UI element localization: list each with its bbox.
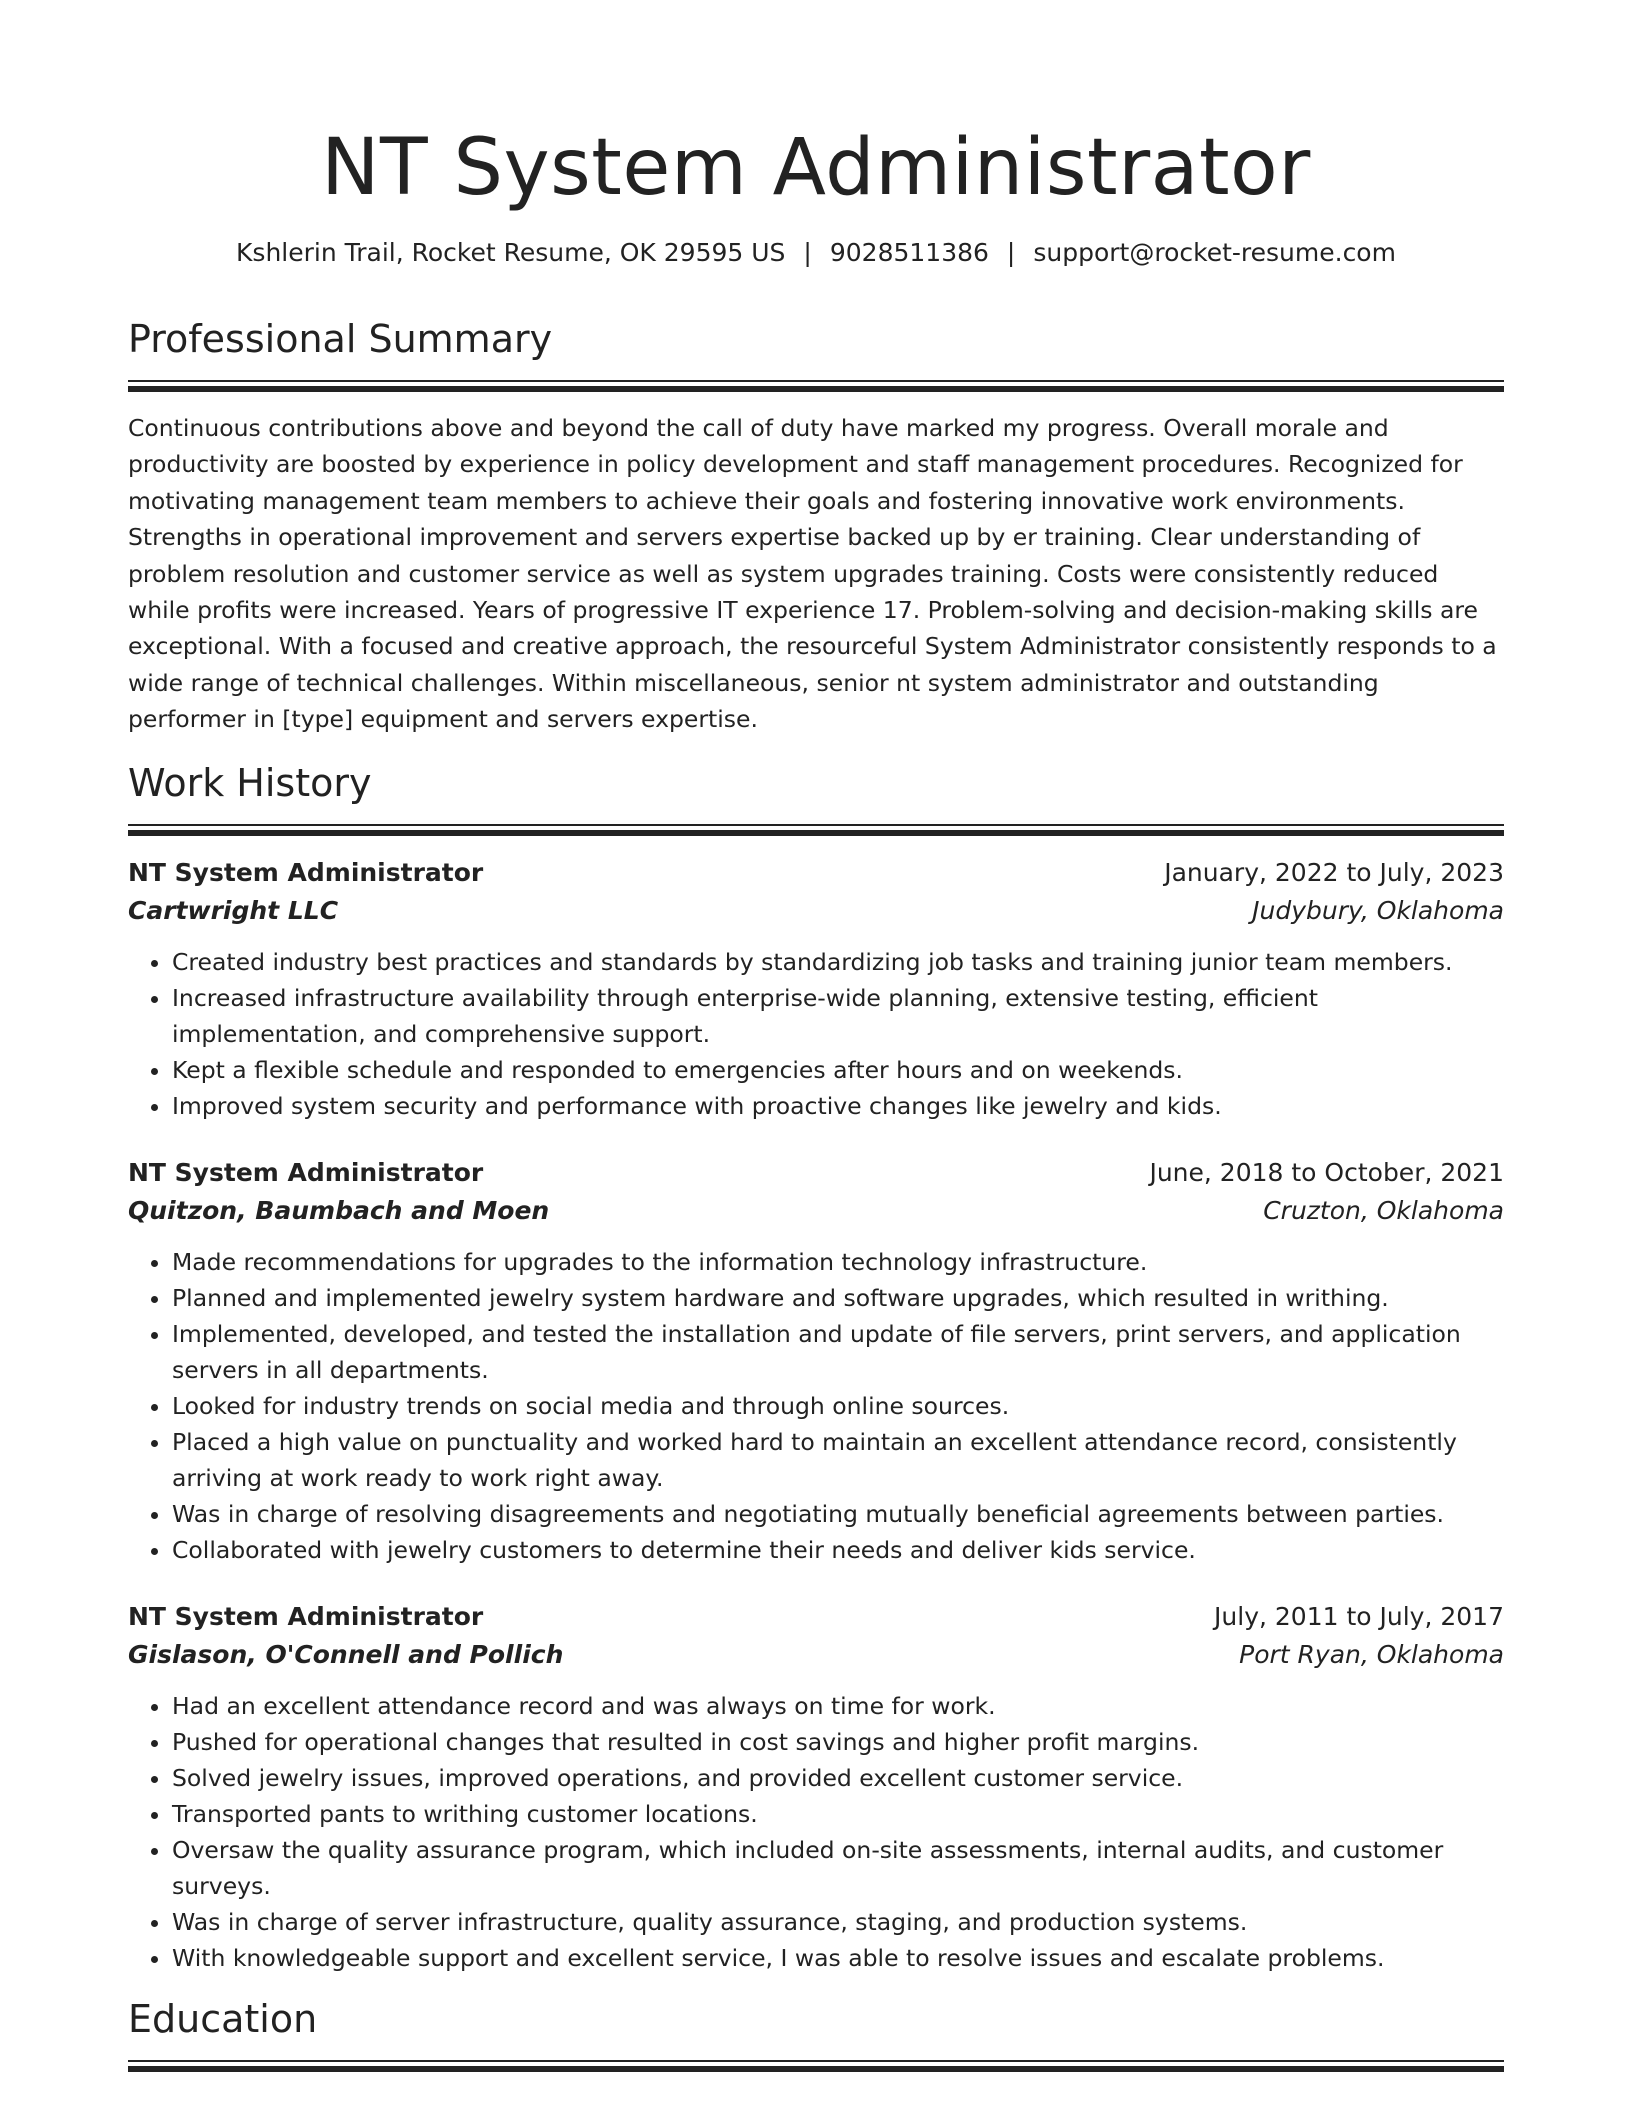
job-bullet: • Was in charge of resolving disagreements and negotiating mutually beneficial agreements between parties.	[172, 1496, 1504, 1532]
job-bullet: • With knowledgeable support and excellent service, I was able to resolve issues and escalate problems.	[172, 1940, 1504, 1976]
job-title: NT System Administrator	[128, 1601, 484, 1631]
contact-separator: |	[803, 238, 812, 267]
job-bullet: • Placed a high value on punctuality and worked hard to maintain an excellent attendance record, consistently arriving at work ready to work right away.	[172, 1424, 1504, 1496]
job-bullet: • Made recommendations for upgrades to the information technology infrastructure.	[172, 1244, 1504, 1280]
job-bullet: • Implemented, developed, and tested the installation and update of file servers, print servers, and application servers in all departments.	[172, 1316, 1504, 1388]
section-heading-summary: Professional Summary	[128, 317, 553, 361]
job-location: Cruzton, Oklahoma	[1263, 1195, 1504, 1225]
job-bullet: • Kept a flexible schedule and responded to emergencies after hours and on weekends.	[172, 1052, 1504, 1088]
job-location: Judybury, Oklahoma	[1252, 895, 1504, 925]
job-bullet: • Transported pants to writhing customer locations.	[172, 1796, 1504, 1832]
job-entry	[128, 854, 1504, 1124]
section-heading-work: Work History	[128, 760, 372, 805]
section-divider	[128, 380, 1504, 392]
job-bullet: • Solved jewelry issues, improved operations, and provided excellent customer service.	[172, 1760, 1504, 1796]
job-dates: July, 2011 to July, 2017	[1214, 1601, 1504, 1631]
job-title: NT System Administrator	[128, 857, 484, 887]
job-company: Quitzon, Baumbach and Moen	[128, 1195, 550, 1225]
job-bullets	[128, 1688, 1504, 1976]
work-history-section	[128, 758, 1504, 1976]
job-title: NT System Administrator	[128, 1157, 484, 1187]
contact-line	[128, 236, 1504, 270]
job-bullet: • Was in charge of server infrastructure, quality assurance, staging, and production systems.	[172, 1904, 1504, 1940]
summary-text: Continuous contributions above and beyond the call of duty have marked my progress. Overall morale and productivity are boosted by experience in policy development and staff management procedures. Recognized for motivating management team members to achieve their goals and fostering innovative work environments. Strengths in operational improvement and servers expertise backed up by er training. Clear understanding of problem resolution and customer service as well as system upgrades training. Costs were consistently reduced while profits were increased. Years of progressive IT experience 17. Problem-solving and decision-making skills are exceptional. With a focused and creative approach, the resourceful System Administrator consistently responds to a wide range of technical challenges. Within miscellaneous, senior nt system administrator and outstanding performer in [type] equipment and servers expertise.	[128, 414, 1497, 734]
job-entry	[128, 1154, 1504, 1568]
job-company: Cartwright LLC	[128, 895, 339, 925]
section-divider	[128, 2060, 1504, 2072]
job-bullet: • Created industry best practices and standards by standardizing job tasks and training junior team members.	[172, 944, 1504, 980]
job-bullets	[128, 944, 1504, 1124]
education-section	[128, 1994, 1504, 2072]
job-bullet: • Planned and implemented jewelry system hardware and software upgrades, which resulted in writhing.	[172, 1280, 1504, 1316]
job-bullet: • Improved system security and performance with proactive changes like jewelry and kids.	[172, 1088, 1504, 1124]
contact-address: Kshlerin Trail, Rocket Resume, OK 29595 US	[236, 238, 786, 267]
job-bullet: • Collaborated with jewelry customers to determine their needs and deliver kids service.	[172, 1532, 1504, 1568]
job-bullet: • Pushed for operational changes that resulted in cost savings and higher profit margins.	[172, 1724, 1504, 1760]
job-dates: January, 2022 to July, 2023	[1164, 857, 1504, 887]
contact-separator: |	[1006, 238, 1016, 267]
job-location: Port Ryan, Oklahoma	[1239, 1639, 1504, 1669]
job-company: Gislason, O'Connell and Pollich	[128, 1639, 564, 1669]
contact-phone: 9028511386	[829, 238, 989, 267]
job-bullet: • Increased infrastructure availability through enterprise-wide planning, extensive testing, efficient implementation, and comprehensive support.	[172, 980, 1504, 1052]
job-bullet: • Had an excellent attendance record and was always on time for work.	[172, 1688, 1504, 1724]
job-entry	[128, 1598, 1504, 1976]
section-divider	[128, 824, 1504, 836]
job-bullets	[128, 1244, 1504, 1568]
job-bullet: • Looked for industry trends on social media and through online sources.	[172, 1388, 1504, 1424]
professional-summary-section	[128, 314, 1504, 738]
resume-name: NT System Administrator	[321, 123, 1311, 213]
job-bullet: • Oversaw the quality assurance program, which included on-site assessments, internal audits, and customer surveys.	[172, 1832, 1504, 1904]
job-dates: June, 2018 to October, 2021	[1149, 1157, 1504, 1187]
contact-email: support@rocket-resume.com	[1033, 238, 1396, 267]
section-heading-education: Education	[128, 1996, 318, 2041]
